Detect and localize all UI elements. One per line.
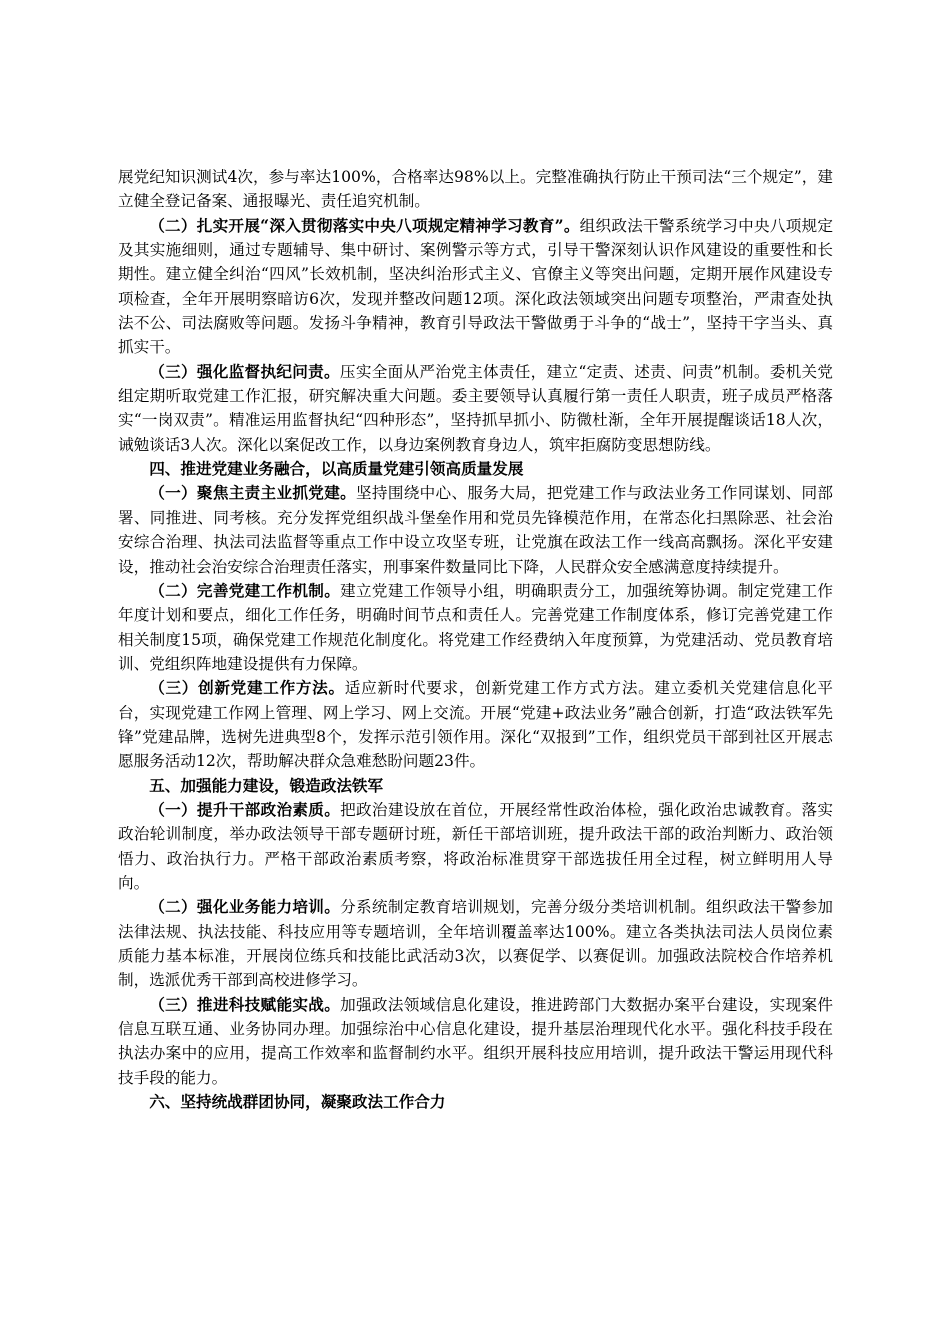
paragraph-text: 坚持围绕中心、服务大局，把党建工作与政法业务工作同谋划、同部署、同推进、同考核。充分发挥党组织战斗堡垒作用和党员先锋模范作用，在常态化扫黑除恶、社会治安综合治理、执法司法监督等重点工作中设立攻坚专班，让党旗在政法工作一线高高飘扬。深化平安建设，推动社会治安综合治理责任落实，刑事案件数量同比下降，人民群众安全感满意度持续提升。	[118, 484, 833, 576]
document-page	[118, 165, 833, 1114]
paragraph-lead: （三）推进科技赋能实战。	[149, 994, 341, 1014]
paragraph-business-training	[118, 895, 833, 992]
paragraph-text: 加强政法领域信息化建设，推进跨部门大数据办案平台建设，实现案件信息互联互通、业务协同办理。加强综治中心信息化建设，提升基层治理现代化水平。强化科技手段在执法办案中的应用，提高工作效率和监督制约水平。组织开展科技应用培训，提升政法干警运用现代科技手段的能力。	[118, 995, 833, 1087]
paragraph-core-duties	[118, 481, 833, 578]
paragraph-text: 组织政法干警系统学习中央八项规定及其实施细则，通过专题辅导、集中研讨、案例警示等方式，引导干警深刻认识作风建设的重要性和长期性。建立健全纠治“四风”长效机制，坚决纠治形式主义、官僚主义等突出问题，定期开展作风建设专项检查，全年开展明察暗访6次，发现并整改问题12项。深化政法领域突出问题专项整治，严肃查处执法不公、司法腐败等问题。发扬斗争精神，教育引导政法干警做勇于斗争的“战士”，坚持干字当头、真抓实干。	[118, 216, 833, 357]
section-heading-5: 五、加强能力建设，锻造政法铁军	[149, 775, 384, 795]
paragraph-text: 展党纪知识测试4次，参与率达100%，合格率达98%以上。完整准确执行防止干预司法“三个规定”，建立健全登记备案、通报曝光、责任追究机制。	[118, 168, 833, 211]
paragraph-work-mechanism	[118, 579, 833, 676]
section-heading-6: 六、坚持统战群团协同，凝聚政法工作合力	[149, 1092, 446, 1112]
paragraph-lead: （一）聚焦主责主业抓党建。	[149, 483, 357, 503]
paragraph-work-methods	[118, 676, 833, 773]
paragraph-lead: （二）扎实开展“深入贯彻落实中央八项规定精神学习教育”。	[149, 215, 580, 235]
paragraph-text: 压实全面从严治党主体责任，建立“定责、述责、问责”机制。委机关党组定期听取党建工作汇报，研究解决重大问题。委主要领导认真履行第一责任人职责，班子成员严格落实“一岗双责”。精准运用监督执纪“四种形态”，坚持抓早抓小、防微杜渐，全年开展提醒谈话18人次，诫勉谈话3人次。深化以案促改工作，以身边案例教育身边人，筑牢拒腐防变思想防线。	[118, 362, 833, 454]
paragraph-tech-empowerment	[118, 993, 833, 1090]
paragraph-lead: （三）强化监督执纪问责。	[149, 361, 340, 381]
paragraph-continued	[118, 165, 833, 214]
paragraph-text: 分系统制定教育培训规划，完善分级分类培训机制。组织政法干警参加法律法规、执法技能、科技应用等专题培训，全年培训覆盖率达100%。建立各类执法司法人员岗位素质能力基本标准，开展岗位练兵和技能比武活动3次，以赛促学、以赛促训。加强政法院校合作培养机制，选派优秀干部到高校进修学习。	[118, 898, 833, 990]
paragraph-supervision	[118, 360, 833, 457]
section-heading-4: 四、推进党建业务融合，以高质量党建引领高质量发展	[149, 459, 524, 479]
paragraph-text: 把政治建设放在首位，开展经常性政治体检，强化政治忠诚教育。落实政治轮训制度，举办政法领导干部专题研讨班，新任干部培训班，提升政法干部的政治判断力、政治领悟力、政治执行力。严格干部政治素质考察，将政治标准贯穿干部选拔任用全过程，树立鲜明用人导向。	[118, 800, 833, 892]
paragraph-political-quality	[118, 798, 833, 895]
paragraph-eight-rules-study	[118, 214, 833, 360]
paragraph-text: 适应新时代要求，创新党建工作方式方法。建立委机关党建信息化平台，实现党建工作网上管理、网上学习、网上交流。开展“党建+政法业务”融合创新，打造“政法铁军先锋”党建品牌，选树先进典型8个，发挥示范引领作用。深化“双报到”工作，组织党员干部到社区开展志愿服务活动12次，帮助解决群众急难愁盼问题23件。	[118, 679, 833, 771]
paragraph-lead: （二）完善党建工作机制。	[149, 580, 341, 600]
paragraph-lead: （一）提升干部政治素质。	[149, 799, 341, 819]
paragraph-lead: （三）创新党建工作方法。	[149, 678, 345, 698]
paragraph-lead: （二）强化业务能力培训。	[149, 897, 341, 917]
paragraph-text: 建立党建工作领导小组，明确职责分工，加强统筹协调。制定党建工作年度计划和要点，细化工作任务，明确时间节点和责任人。完善党建工作制度体系，修订完善党建工作相关制度15项，确保党建工作规范化制度化。将党建工作经费纳入年度预算，为党建活动、党员教育培训、党组织阵地建设提供有力保障。	[118, 581, 833, 673]
